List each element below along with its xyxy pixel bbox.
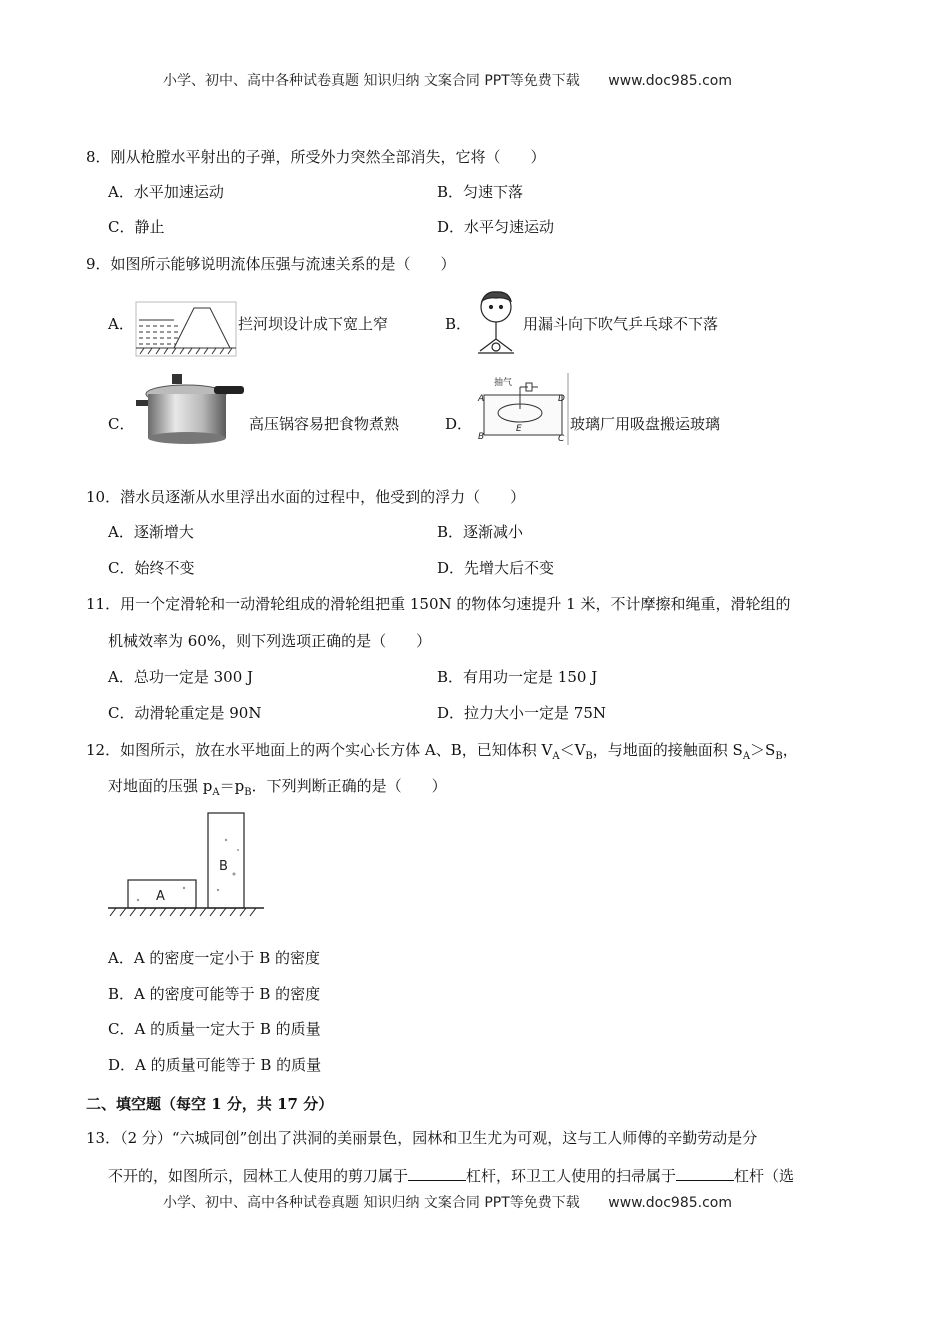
q9-option-c-text: 高压锅容易把食物煮熟 [249,415,400,433]
q9-option-a-label: A． [108,315,134,333]
q10-option-b: B．逐渐减小 [437,523,524,541]
d-fig-a-label: A [478,394,485,404]
q8-option-d: D．水平匀速运动 [437,218,555,236]
q9-option-c-label: C． [108,415,135,433]
block-a-label: A [156,889,165,904]
q13-blank-1[interactable] [408,1166,466,1181]
q8-option-b: B．匀速下落 [437,183,524,201]
blocks-figure [108,810,264,920]
q8-stem: 8．刚从枪膛水平射出的子弹，所受外力突然全部消失，它将（ ） [86,148,546,166]
q12-stem-line2: 对地面的压强 $p_A=p_B$．下列判断正确的是（ ） [108,777,447,798]
q10-option-d: D．先增大后不变 [437,559,555,577]
d-fig-b-label: B [478,432,485,442]
q12-option-a: A．A 的密度一定小于 B 的密度 [108,949,320,967]
q12-option-b: B．A 的密度可能等于 B 的密度 [108,985,321,1003]
d-fig-e-label: E [516,424,522,434]
q11-option-c: C．动滑轮重定是 90N [108,704,262,722]
suction-cup-figure [474,373,570,445]
q9-option-b-label: B． [445,315,472,333]
header-text: 小学、初中、高中各种试卷真题 知识归纳 文案合同 PPT等免费下载 [163,73,580,89]
q8-option-c: C．静止 [108,218,165,236]
d-fig-d-label: D [558,394,565,404]
section-title-fill-in: 二、填空题（每空 1 分，共 17 分） [86,1095,334,1113]
q12-option-c: C．A 的质量一定大于 B 的质量 [108,1020,321,1038]
pressure-cooker-figure [134,372,246,446]
q12-stem-line1: 12．如图所示，放在水平地面上的两个实心长方体 A、B，已知体积 $V_A<V_B$，与地面的接触面积 $S_A>S_B$， [86,741,798,762]
page-footer [163,1192,732,1212]
page-header [163,70,732,90]
footer-site-link[interactable]: www.doc985.com [608,1195,732,1211]
q9-option-d-label: D． [445,415,473,433]
q12-option-d: D．A 的质量可能等于 B 的质量 [108,1056,322,1074]
q9-stem: 9．如图所示能够说明流体压强与流速关系的是（ ） [86,255,456,273]
q11-option-d: D．拉力大小一定是 75N [437,704,607,722]
q11-stem-line2: 机械效率为 60%，则下列选项正确的是（ ） [108,632,432,650]
q10-option-a: A．逐渐增大 [108,523,194,541]
q9-option-a-text: 拦河坝设计成下宽上窄 [238,315,389,333]
footer-text: 小学、初中、高中各种试卷真题 知识归纳 文案合同 PPT等免费下载 [163,1195,580,1211]
q9-option-b-text: 用漏斗向下吹气乒乓球不下落 [523,315,719,333]
q11-option-b: B．有用功一定是 150 J [437,668,598,686]
q11-stem-line1: 11．用一个定滑轮和一动滑轮组成的滑轮组把重 150N 的物体匀速提升 1 米，不计摩擦和绳重，滑轮组的 [86,595,791,613]
q13-blank-2[interactable] [676,1166,734,1181]
q13-stem-line1: 13．（2 分）“六城同创”创出了洪洞的美丽景色，园林和卫生尤为可观，这与工人师傅的辛勤劳动是分 [86,1129,758,1147]
dam-figure [136,302,236,356]
block-b-label: B [219,859,228,874]
d-fig-c-label: C [558,434,565,444]
q10-option-c: C．始终不变 [108,559,195,577]
q9-option-d-text: 玻璃厂用吸盘搬运玻璃 [570,415,721,433]
q11-option-a: A．总功一定是 300 J [108,668,254,686]
q10-stem: 10．潜水员逐渐从水里浮出水面的过程中，他受到的浮力（ ） [86,488,526,506]
d-fig-pump-label: 抽气 [494,378,513,388]
funnel-figure [470,289,522,357]
q8-option-a: A．水平加速运动 [108,183,224,201]
q13-stem-line2: 不开的，如图所示，园林工人使用的剪刀属于 杠杆，环卫工人使用的扫帚属于 杠杆（选 [108,1167,795,1185]
header-site-link[interactable]: www.doc985.com [608,73,732,89]
